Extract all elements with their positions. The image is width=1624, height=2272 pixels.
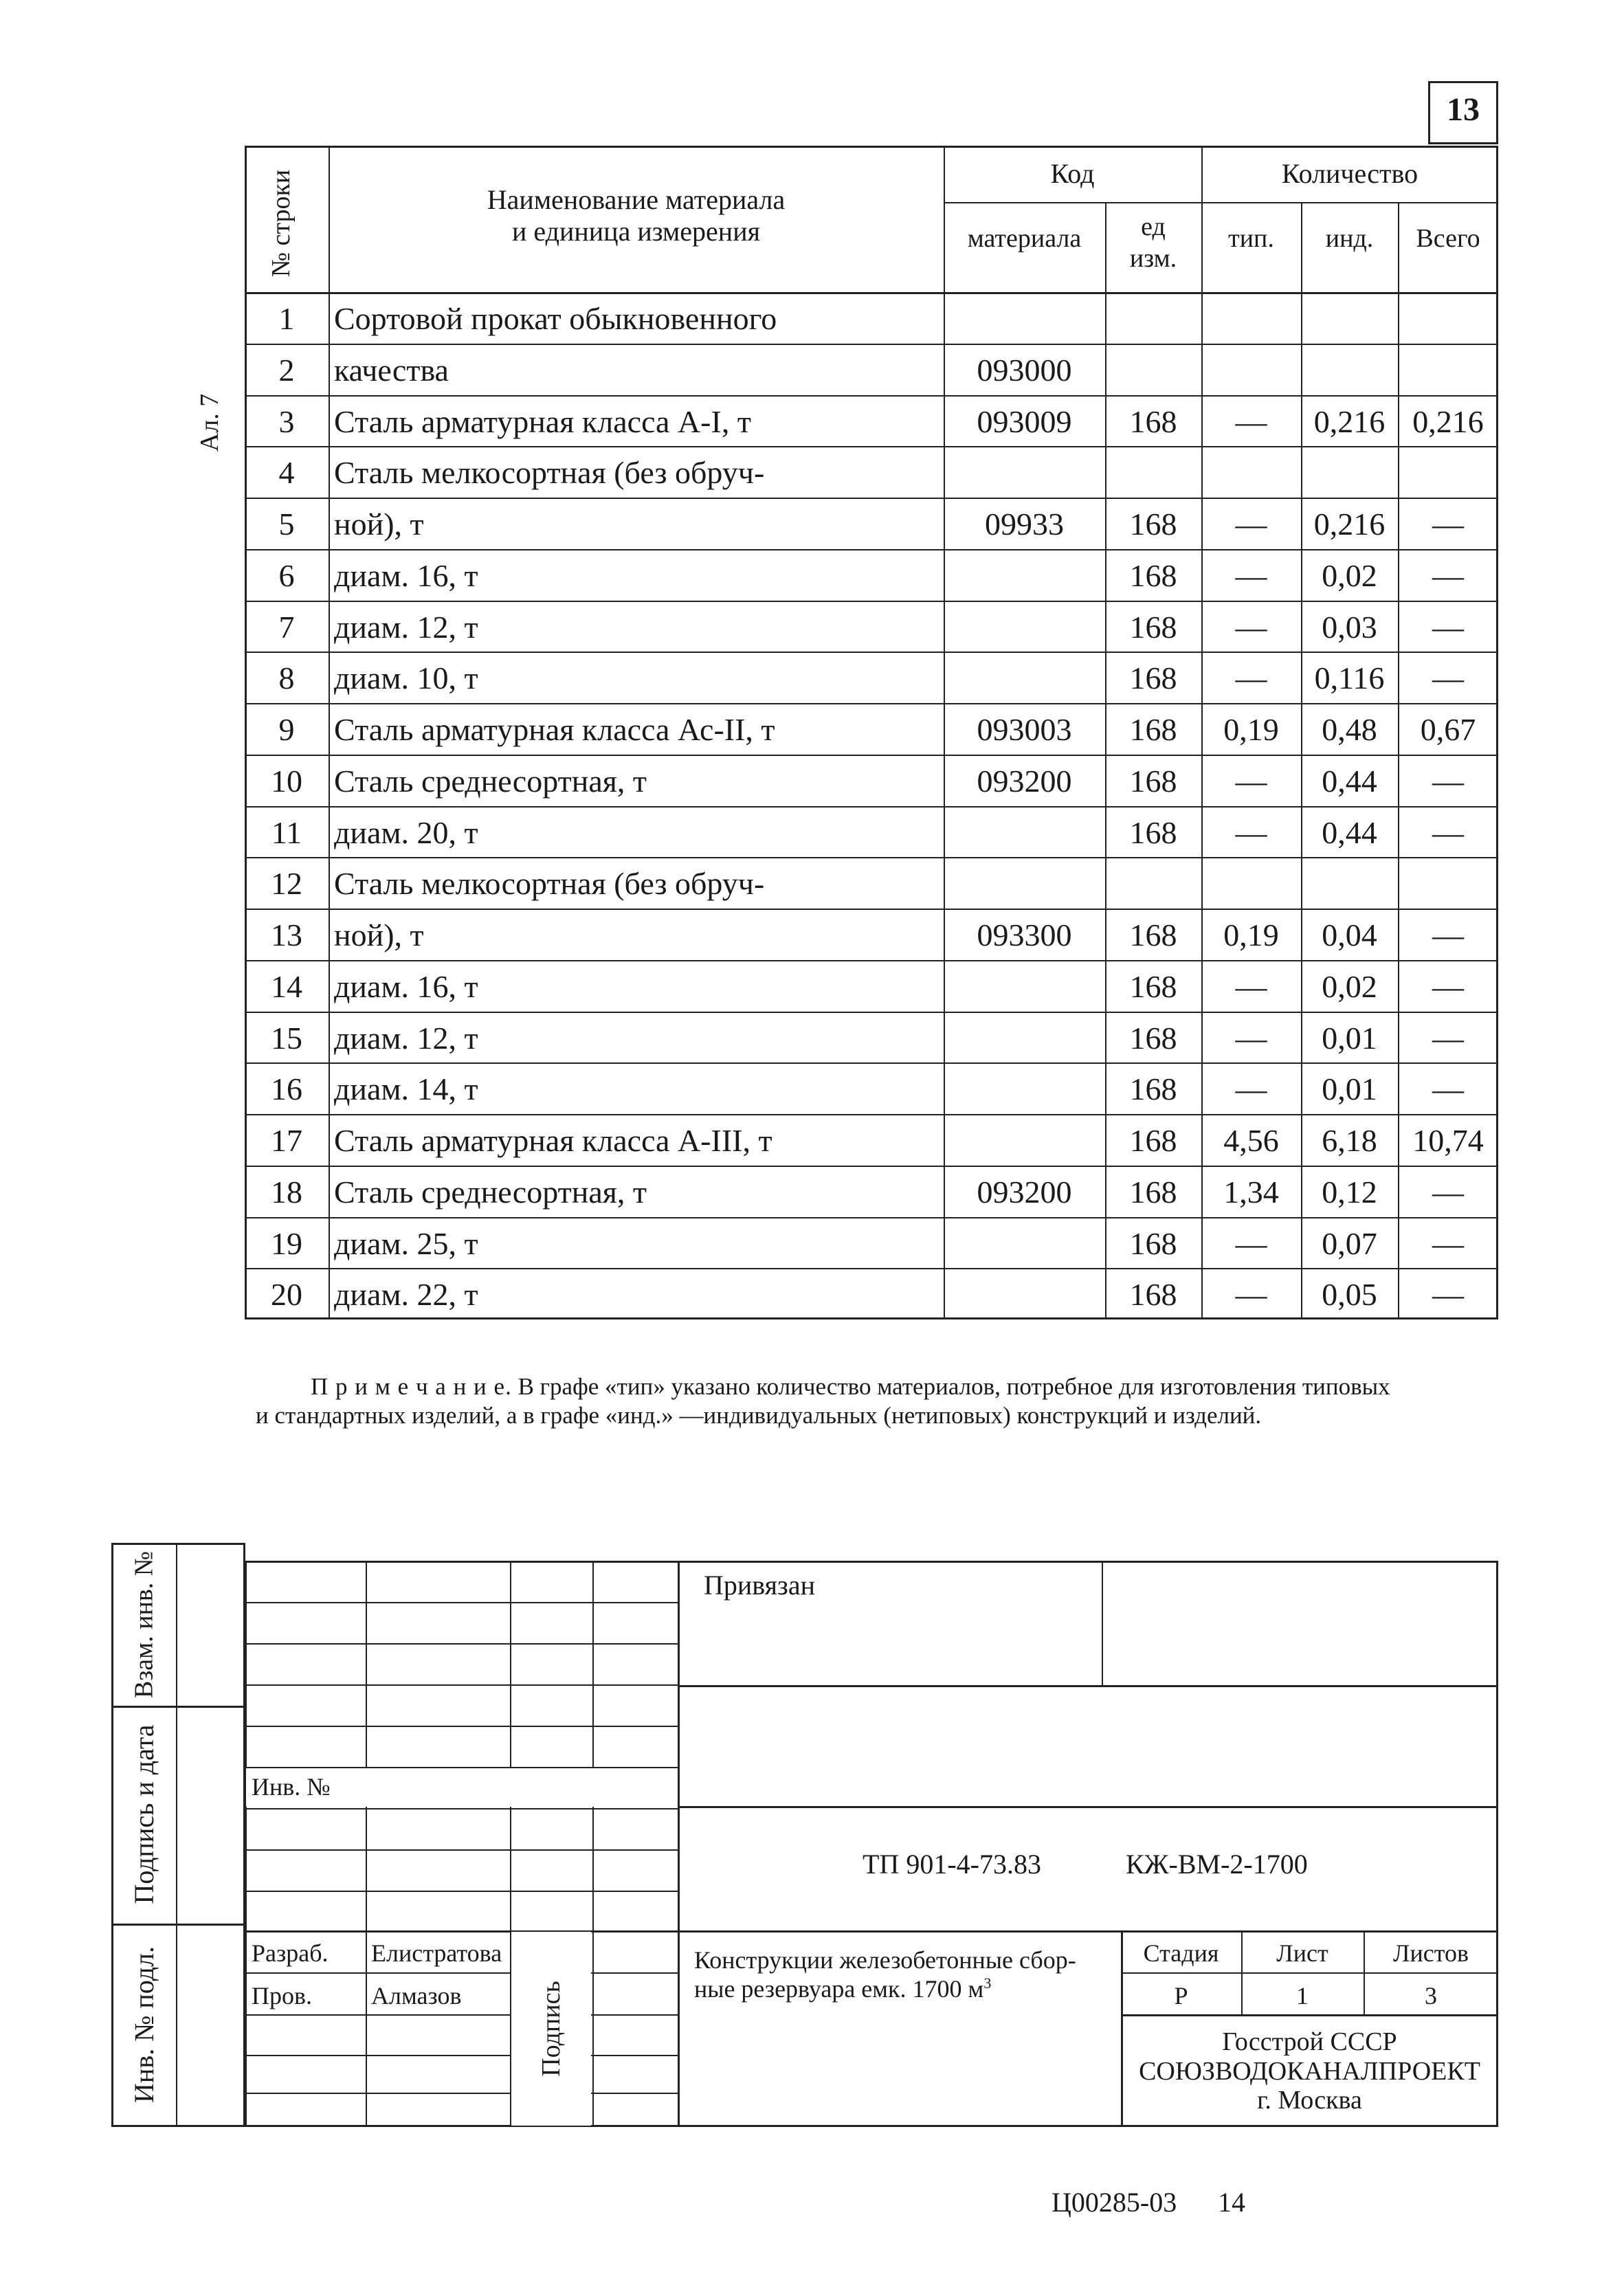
cell-unit: 168 — [1129, 917, 1177, 953]
cell-typ: — — [1235, 609, 1267, 645]
cell-total: — — [1432, 609, 1464, 645]
note-text2: и стандартных изделий, а в графе «инд.» —индивидуальных (нетиповых) конструкций и изделий. — [256, 1402, 1262, 1429]
cell-unit: 168 — [1129, 1020, 1177, 1056]
header-code-material: материала — [967, 224, 1082, 253]
header-code-unit-line2: изм. — [1129, 243, 1177, 273]
cell-n: 12 — [271, 866, 302, 902]
header-total: Всего — [1416, 224, 1480, 253]
cell-n: 6 — [278, 557, 295, 593]
organization — [1121, 2027, 1498, 2115]
cell-total: — — [1432, 1020, 1464, 1056]
project-title-line1: Конструкции железобетонные сбор- — [694, 1946, 1076, 1974]
header-code-unit-line1: ед — [1141, 212, 1166, 241]
cell-unit: 168 — [1129, 712, 1177, 747]
cell-unit: 168 — [1129, 660, 1177, 696]
doc-code: ТП 901-4-73.83 — [863, 1849, 1041, 1880]
cell-name: диам. 16, т — [334, 557, 478, 593]
cell-n: 7 — [278, 609, 295, 645]
cell-typ: — — [1235, 1225, 1267, 1261]
cell-unit: 168 — [1129, 1071, 1177, 1107]
org-line1: Госстрой СССР — [1222, 2027, 1397, 2056]
cell-ind: 0,02 — [1322, 557, 1377, 593]
cell-n: 17 — [271, 1123, 302, 1158]
vzam-label: Взам. инв. № — [129, 1550, 159, 1699]
cell-typ: — — [1235, 968, 1267, 1004]
cell-unit: 168 — [1129, 506, 1177, 542]
cell-unit: 168 — [1129, 1123, 1177, 1158]
cell-typ: — — [1235, 1277, 1267, 1313]
cell-name: Сталь среднесортная, т — [334, 1174, 647, 1210]
cell-typ: — — [1235, 1020, 1267, 1056]
project-title — [694, 1946, 1113, 2004]
cell-typ: 0,19 — [1223, 712, 1279, 747]
listov-label: Листов — [1393, 1939, 1469, 1967]
cell-n: 13 — [271, 917, 302, 953]
header-name-line2: и единица измерения — [511, 216, 761, 247]
cell-ind: 0,48 — [1322, 712, 1377, 747]
cell-name: качества — [334, 352, 449, 388]
cell-ind: 0,04 — [1322, 917, 1377, 953]
cell-code: 093000 — [977, 352, 1072, 388]
cell-code: 093003 — [977, 712, 1072, 747]
cell-code: 093009 — [977, 403, 1072, 439]
podpis-data-label: Подпись и дата — [129, 1724, 159, 1904]
cell-name: диам. 14, т — [334, 1071, 478, 1107]
side-label: Ал. 7 — [195, 393, 224, 452]
header-name-line1: Наименование материала — [487, 184, 786, 215]
cell-typ: — — [1235, 1071, 1267, 1107]
cell-n: 4 — [278, 455, 295, 491]
cell-unit: 168 — [1129, 557, 1177, 593]
cell-ind: 0,12 — [1322, 1174, 1377, 1210]
org-line2: СОЮЗВОДОКАНАЛПРОЕКТ — [1139, 2056, 1480, 2086]
stadiya-value: Р — [1174, 1982, 1188, 2009]
cell-name: Сталь арматурная класса А-III, т — [334, 1123, 772, 1158]
cell-name: диам. 12, т — [334, 609, 478, 645]
cell-n: 9 — [278, 712, 295, 747]
cell-unit: 168 — [1129, 968, 1177, 1004]
cell-unit: 168 — [1129, 1225, 1177, 1261]
cell-n: 18 — [271, 1174, 302, 1210]
cell-name: диам. 12, т — [334, 1020, 478, 1056]
footer-page: 14 — [1218, 2187, 1245, 2218]
cell-name: Сталь арматурная класса А-I, т — [334, 403, 751, 439]
cell-total: — — [1432, 1225, 1464, 1261]
cell-code: 093300 — [977, 917, 1072, 953]
cell-unit: 168 — [1129, 763, 1177, 799]
cell-code: 093200 — [977, 1174, 1072, 1210]
cell-total: — — [1432, 1071, 1464, 1107]
cell-ind: 6,18 — [1322, 1123, 1377, 1158]
cell-name: диам. 10, т — [334, 660, 478, 696]
cell-total: 10,74 — [1412, 1123, 1484, 1158]
cell-name: ной), т — [334, 506, 424, 542]
cell-total: — — [1432, 814, 1464, 850]
cell-name: диам. 22, т — [334, 1277, 478, 1313]
cell-typ: — — [1235, 814, 1267, 850]
cell-total: — — [1432, 557, 1464, 593]
cell-name: диам. 20, т — [334, 814, 478, 850]
cell-unit: 168 — [1129, 814, 1177, 850]
cell-ind: 0,03 — [1322, 609, 1377, 645]
cell-typ: — — [1235, 403, 1267, 439]
header-code: Код — [1050, 158, 1095, 189]
page-number: 13 — [1447, 91, 1480, 128]
cell-typ: — — [1235, 557, 1267, 593]
cell-n: 5 — [278, 506, 295, 542]
cell-name: Сталь среднесортная, т — [334, 763, 647, 799]
cell-unit: 168 — [1129, 403, 1177, 439]
note — [256, 1372, 1493, 1430]
note-lead: П р и м е ч а н и е. — [311, 1373, 512, 1400]
cell-name: Сталь мелкосортная (без обруч- — [334, 455, 765, 491]
cell-typ: 1,34 — [1223, 1174, 1279, 1210]
cell-n: 2 — [278, 352, 295, 388]
cell-code: 09933 — [985, 506, 1064, 542]
cell-unit: 168 — [1129, 1277, 1177, 1313]
cell-n: 15 — [271, 1020, 302, 1056]
inv-no-label: Инв. № — [252, 1773, 331, 1801]
cell-ind: 0,01 — [1322, 1071, 1377, 1107]
cell-unit: 168 — [1129, 609, 1177, 645]
cell-n: 20 — [271, 1277, 302, 1313]
cell-total: 0,67 — [1420, 712, 1476, 747]
cell-total: — — [1432, 506, 1464, 542]
cell-unit: 168 — [1129, 1174, 1177, 1210]
cell-typ: — — [1235, 763, 1267, 799]
cell-total: 0,216 — [1412, 403, 1484, 439]
cell-code: 093200 — [977, 763, 1072, 799]
cell-n: 11 — [271, 814, 302, 850]
podpis-label: Подпись — [537, 1981, 566, 2077]
header-ind: инд. — [1325, 224, 1374, 253]
prov-name: Алмазов — [371, 1982, 462, 2009]
cell-n: 1 — [278, 301, 295, 336]
footer-code: Ц00285-03 — [1052, 2187, 1177, 2218]
cell-ind: 0,44 — [1322, 763, 1377, 799]
header-quantity: Количество — [1281, 158, 1419, 189]
drawing-code: КЖ-ВМ-2-1700 — [1126, 1849, 1308, 1880]
cell-n: 16 — [271, 1071, 302, 1107]
razrab-label: Разраб. — [252, 1939, 329, 1967]
cell-n: 14 — [271, 968, 302, 1004]
cell-name: диам. 16, т — [334, 968, 478, 1004]
cell-typ: 4,56 — [1223, 1123, 1279, 1158]
cell-n: 19 — [271, 1225, 302, 1261]
header-name — [329, 184, 944, 247]
cell-ind: 0,116 — [1314, 660, 1385, 696]
inv-podl-label: Инв. № подл. — [129, 1946, 159, 2103]
prov-label: Пров. — [252, 1982, 312, 2009]
cell-n: 3 — [278, 403, 295, 439]
note-text: В графе «тип» указано количество материалов, потребное для изготовления типовых — [511, 1373, 1390, 1400]
cell-typ: — — [1235, 506, 1267, 542]
cell-total: — — [1432, 660, 1464, 696]
cell-ind: 0,07 — [1322, 1225, 1377, 1261]
cell-name: ной), т — [334, 917, 424, 953]
cell-ind: 0,216 — [1313, 506, 1386, 542]
list-label: Лист — [1276, 1939, 1328, 1967]
cell-ind: 0,01 — [1322, 1020, 1377, 1056]
cell-name: Сортовой прокат обыкновенного — [334, 301, 777, 336]
cell-name: Сталь мелкосортная (без обруч- — [334, 866, 765, 902]
cell-n: 10 — [271, 763, 302, 799]
listov-value: 3 — [1425, 1982, 1437, 2009]
project-title-line2: ные резервуара емк. 1700 м — [694, 1975, 984, 2003]
cell-total: — — [1432, 968, 1464, 1004]
cell-total: — — [1432, 1174, 1464, 1210]
org-line3: г. Москва — [1257, 2086, 1362, 2115]
cell-ind: 0,216 — [1313, 403, 1386, 439]
cell-total: — — [1432, 917, 1464, 953]
cell-total: — — [1432, 763, 1464, 799]
cell-total: — — [1432, 1277, 1464, 1313]
cell-ind: 0,05 — [1322, 1277, 1377, 1313]
cell-typ: 0,19 — [1223, 917, 1279, 953]
cell-name: диам. 25, т — [334, 1225, 478, 1261]
list-value: 1 — [1296, 1982, 1309, 2009]
razrab-name: Елистратова — [371, 1939, 502, 1967]
header-typ: тип. — [1228, 224, 1274, 253]
cell-ind: 0,02 — [1322, 968, 1377, 1004]
stadiya-label: Стадия — [1143, 1939, 1219, 1967]
cell-typ: — — [1235, 660, 1267, 696]
header-code-unit — [1105, 212, 1201, 274]
project-title-sup: 3 — [983, 1974, 992, 1992]
cell-name: Сталь арматурная класса Ас-II, т — [334, 712, 775, 747]
cell-n: 8 — [278, 660, 295, 696]
cell-ind: 0,44 — [1322, 814, 1377, 850]
privyazan-label: Привязан — [704, 1570, 816, 1601]
header-row-no: № строки — [267, 169, 296, 278]
